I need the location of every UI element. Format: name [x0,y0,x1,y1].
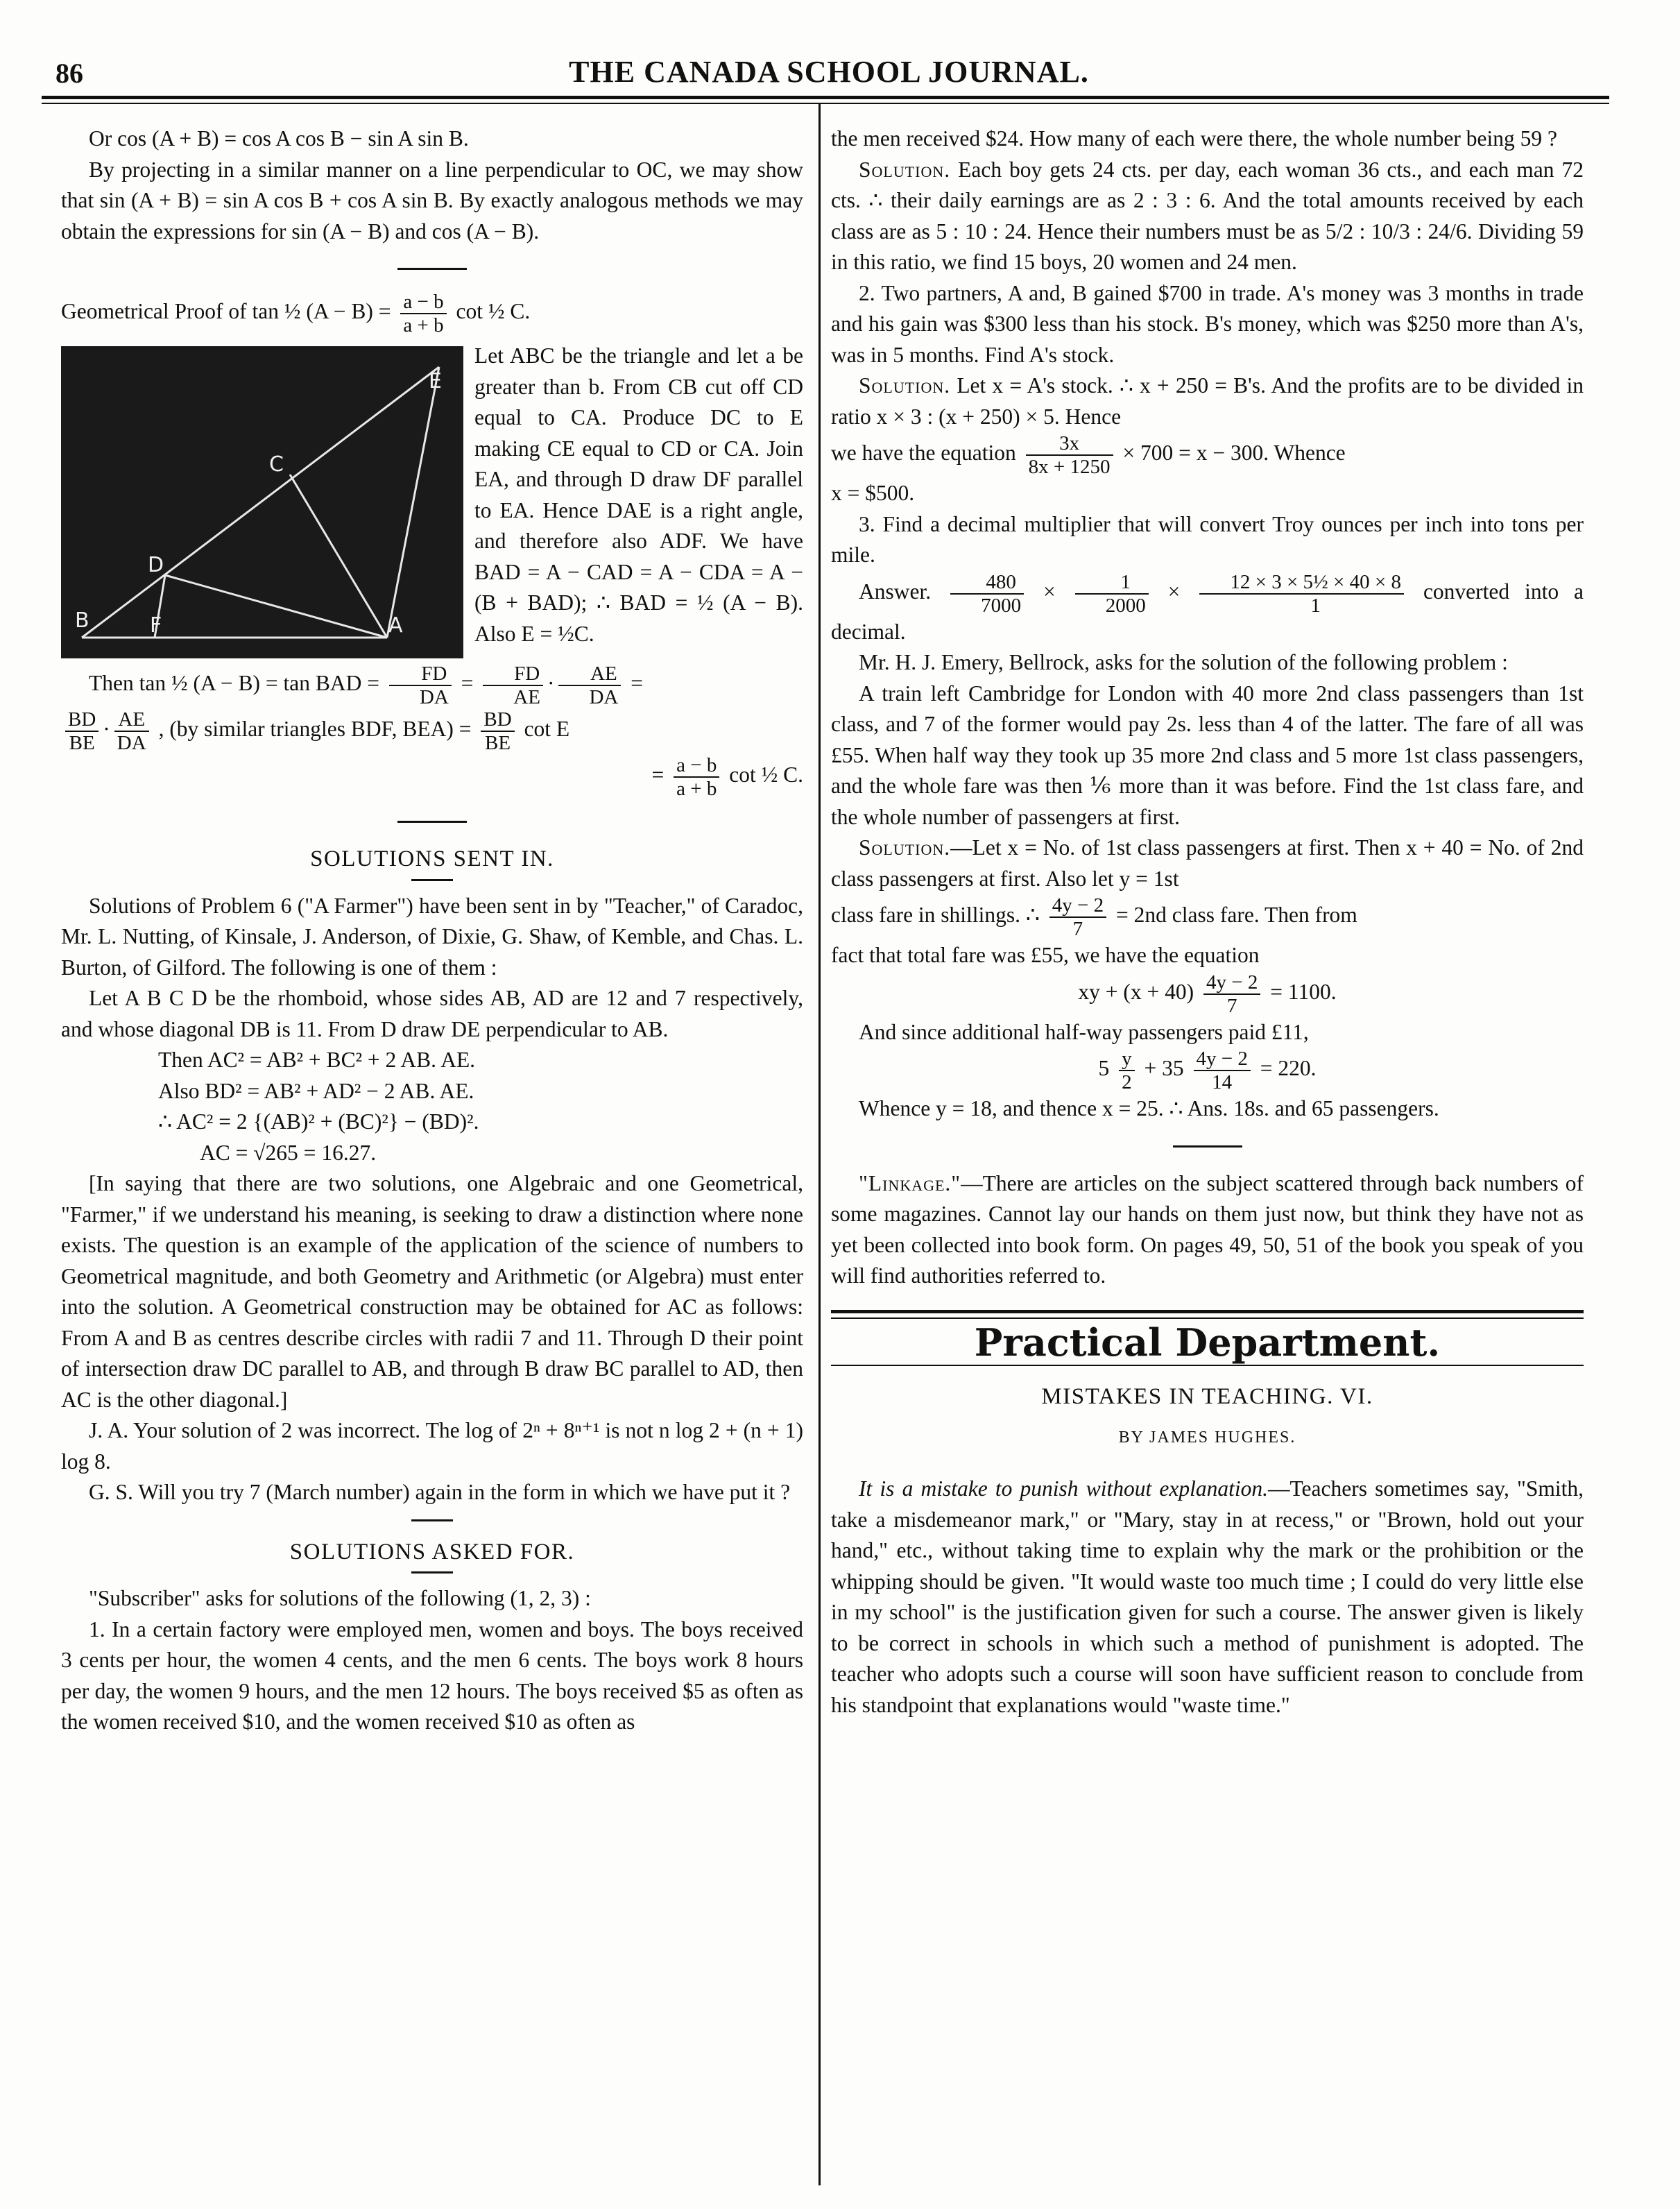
line-ca [290,475,387,638]
fraction [1119,1048,1135,1093]
formula-text: xy + (x + 40) [1078,979,1194,1004]
formula-text: × 700 = x − 300. Whence [1122,441,1346,466]
triangle-figure [61,346,463,658]
numerator: a − b [674,754,719,778]
fraction [674,754,719,800]
fraction [1049,894,1106,940]
paragraph-text: Let x = A's stock. ∴ x + 250 = B's. And the profits are to be divided in ratio x × 3 : (x + 250) × 5. Hence [831,373,1584,429]
paragraph: 3. Find a decimal multiplier that will convert Troy ounces per inch into tons per mile. [831,511,1584,567]
paragraph: fact that total fare was £55, we have the equation [831,943,1260,967]
numerator: 3x [1026,432,1113,456]
byline: BY JAMES HUGHES. [1118,1428,1296,1447]
numerator: BD [65,708,98,732]
heading-rule [411,1519,453,1521]
linkage-label: "Linkage." [859,1170,961,1195]
paragraph [831,1474,1584,1721]
section-rule [397,268,467,270]
numerator: 480 [950,571,1024,595]
paragraph: A train left Cambridge for London with 40 more 2nd class passengers than 1st class, and 7 of the former would pay 2s. less than 4 of the latter. The fare of all was £55. When half way they took up 35 more 2nd class and 5 more 1st class passengers, and the whole fare was then ⅙ more than it was before. Find the 1st class fare, and the whole number of passengers at first. [831,681,1584,829]
paragraph: 1. In a certain factory were employed men, women and boys. The boys received 3 cents per hour, the women 4 cents, and the men 6 cents. The boys work 8 hours per day, the women 9 hours, and the men 12 hours. The boys received $5 as often as the women received $10, and the women received $10 as often as [61,1617,803,1734]
denominator: BE [69,732,95,754]
paragraph: Whence y = 18, and thence x = 25. ∴ Ans. 18s. and 65 passengers. [859,1096,1439,1120]
numerator: a − b [400,291,446,314]
denominator: 7 [1072,918,1083,940]
formula-line: Then tan ½ (A − B) = tan BAD = $\frac{FD}{DA}$ = $\frac{FD}{AE}$ · $\frac{AE}{DA}$ = [89,663,643,708]
formula-text: + 35 [1144,1056,1184,1081]
formula-line [831,1048,1584,1093]
label-e: E [429,369,442,393]
paragraph: Solutions of Problem 6 ("A Farmer") have been sent in by "Teacher," of Caradoc, Mr. L. Nutting, of Kinsale, J. Anderson, of Dixie, G. Shaw, of Kemble, and Chas. L. Burton, of Gilford. The following is one of them : [61,893,803,980]
paragraph-text: —There are articles on the subject scattered through back numbers of some magazines. Cannot lay our hands on them just now, but think they have not as yet been collected into book form. On pages 49, 50, 51 of the book you speak of you will find authorities referred to. [831,1170,1584,1288]
denominator: 7 [1226,994,1237,1017]
denominator: 14 [1212,1071,1233,1093]
formula-line [61,754,803,800]
line-be [82,367,439,638]
formula-text: cot ½ C. [729,762,803,787]
journal-title: THE CANADA SCHOOL JOURNAL. [569,55,1089,89]
formula-text: cot ½ C. [456,299,531,324]
fraction [1203,971,1260,1017]
fraction [400,291,446,336]
department-rule-thin [831,1317,1584,1319]
paragraph: J. A. Your solution of 2 was incorrect. The log of 2ⁿ + 8ⁿ⁺¹ is not n log 2 + (n + 1) log 8. [61,1418,803,1474]
geometric-proof [61,341,803,649]
formula-text: = 1100. [1270,979,1337,1004]
line-ea [387,367,439,638]
formula-text: = [461,671,474,696]
department-heading: Practical Department. [974,1320,1441,1365]
formula-text: = [631,671,643,696]
solution-label: Solution. [859,835,951,860]
fraction [950,571,1024,617]
denominator: 7000 [981,594,1022,617]
right-column [831,123,1584,1721]
fraction [1199,571,1404,617]
paragraph [831,370,1584,432]
fraction [483,663,543,708]
paragraph: 2. Two partners, A and, B gained $700 in trade. A's money was 3 months in trade and his gain was $300 less than his stock. B's money, which was $250 more than A's, was in 5 months. Find A's stock. [831,280,1584,367]
section-rule [397,821,467,823]
paragraph: G. S. Will you try 7 (March number) again in the form in which we have put it ? [89,1480,791,1504]
numerator: 1 [1075,571,1149,595]
label-c: C [269,452,284,477]
equation: Then AC² = AB² + BC² + 2 AB. AE. [158,1048,476,1072]
solution-label: Solution. [859,373,951,398]
paragraph [831,155,1584,278]
heading-rule [411,879,453,881]
denominator: a + b [676,778,717,800]
department-rule-bottom [831,1365,1584,1366]
header-rule-thin [42,103,1609,104]
formula-line [831,971,1584,1017]
formula-text: we have the equation [831,441,1016,466]
formula-text: × [1043,579,1056,604]
formula-text: Geometrical Proof of tan ½ (A − B) = [61,299,391,324]
numerator: 4y − 2 [1194,1048,1251,1071]
paragraph: Mr. H. J. Emery, Bellrock, asks for the solution of the following problem : [859,650,1508,674]
formula-text: Answer. [859,579,932,604]
heading-rule [411,1571,453,1573]
paragraph: And since additional half-way passengers paid £11, [859,1019,1309,1044]
denominator: DA [419,686,449,708]
label-a: A [388,613,403,638]
formula-text: 5 [1098,1056,1110,1081]
formula-text: = 2nd class fare. Then from [1115,903,1357,928]
paragraph-text: Each boy gets 24 cts. per day, each woman 36 cts., and each man 72 cts. ∴ their daily earnings are as 2 : 3 : 6. And the total amounts received by each class are as 5 : 10 : 24. Hence their numbers must be as 5/2 : 10/3 : 24/6. Dividing 59 in this ratio, we find 15 boys, 20 women and 24 men. [831,157,1584,274]
paragraph: "Subscriber" asks for solutions of the following (1, 2, 3) : [89,1586,591,1610]
denominator: 8x + 1250 [1028,456,1111,478]
formula-text: , (by similar triangles BDF, BEA) = [158,717,472,742]
formula-text: class fare in shillings. ∴ [831,903,1040,928]
formula-text: = [651,762,665,787]
numerator: y [1119,1048,1135,1071]
left-column [61,123,803,1738]
numerator: FD [389,663,452,686]
paragraph [831,833,1584,894]
formula-line [831,432,1584,478]
numerator: 4y − 2 [1049,894,1106,918]
formula-text: × [1167,579,1181,604]
fraction [481,708,514,754]
fraction [65,708,98,754]
denominator: 1 [1310,594,1321,617]
paragraph: [In saying that there are two solutions, one Algebraic and one Geometrical, "Farmer," if we understand his meaning, is seeking to draw a distinction where none exists. The question is an example of the application of the science of numbers to Geometrical magnitude, and both Geometry and Arithmetic (or Algebra) must enter into the solution. A Geometrical construction may be obtained for AC as follows: From A and B as centres describe circles with radii 7 and 11. Through D their point of intersection draw DC parallel to AB, and through B draw BC parallel to AD, then AC is the other diagonal.] [61,1171,803,1412]
formula-text: cot E [524,717,570,742]
numerator: 12 × 3 × 5½ × 40 × 8 [1199,571,1404,595]
paragraph-text: —Let x = No. of 1st class passengers at first. Then x + 40 = No. of 2nd class passengers at first. Also let y = 1st [831,835,1584,891]
formula-line: $\frac{BD}{BE}$ · $\frac{AE}{DA}$ , (by similar triangles BDF, BEA) = $\frac{BD}{BE}$ cot E [61,708,803,754]
fraction [1026,432,1113,478]
triangle-diagram [61,346,463,658]
paragraph: Let A B C D be the rhomboid, whose sides AB, AD are 12 and 7 respectively, and whose diagonal DB is 11. From D draw DE perpendicular to AB. [61,986,803,1041]
fraction [1194,1048,1251,1093]
fraction [114,708,149,754]
fraction [389,663,452,708]
formula-text: = 220. [1260,1056,1317,1081]
paragraph-text: —Teachers sometimes say, "Smith, take a misdemeanor mark," or "Mary, stay in at recess," or "Brown, hold out your hand," etc., without taking time to explain why the mark or the prohibition or the whipping should be given. "It would waste too much time ; I could do very little else in my school" is the justification given for such a course. The answer given is likely to be correct in schools in which such a method of punishment is adopted. The teacher who adopts such a course will soon have sufficient reason to conclude from his standpoint that explanations would "waste time." [831,1476,1584,1717]
denominator: 2000 [1105,594,1146,617]
numerator: 4y − 2 [1203,971,1260,995]
denominator: BE [485,732,511,754]
page-number: 86 [55,58,83,89]
paragraph [831,1168,1584,1292]
paragraph: the men received $24. How many of each were there, the whole number being 59 ? [831,126,1557,151]
denominator: DA [589,686,619,708]
equation: Also BD² = AB² + AD² − 2 AB. AE. [158,1078,474,1103]
column-divider [818,104,821,2185]
proof-text: Let ABC be the triangle and let a be greater than b. From CB cut off CD equal to CA. Produce DC to E making CE equal to CD or CA. Join EA, and through D draw DF parallel to EA. Hence DAE is a right angle, and therefore also ADF. We have BAD = A − CAD = A − CDA = A − (B + BAD); ∴ BAD = ½ (A − B). Also E = ½C. [474,343,803,646]
geometric-proof-title [61,291,803,336]
lead-phrase: It is a mistake to punish without explanation. [859,1476,1268,1501]
paragraph: By projecting in a similar manner on a line perpendicular to OC, we may show that sin (A + B) = sin A cos B + cos A sin B. By exactly analogous methods we may obtain the expressions for sin (A − B) and cos (A − B). [61,157,803,244]
numerator: AE [558,663,621,686]
denominator: DA [117,732,146,754]
paragraph: Or cos (A + B) = cos A cos B − sin A sin B. [89,126,469,151]
equation: ∴ AC² = 2 {(AB)² + (BC)²} − (BD)². [158,1109,479,1134]
solution-label: Solution. [859,157,951,182]
denominator: a + b [403,314,444,336]
label-f: F [150,613,162,638]
section-rule [1173,1145,1242,1148]
formula-line [831,894,1584,940]
label-b: B [75,608,89,633]
denominator: AE [513,686,540,708]
fraction [558,663,621,708]
numerator: FD [483,663,543,686]
solutions-asked-heading: SOLUTIONS ASKED FOR. [289,1539,575,1564]
label-d: D [148,553,164,577]
fraction [1075,571,1149,617]
denominator: 2 [1122,1071,1132,1093]
solutions-sent-heading: SOLUTIONS SENT IN. [310,846,554,871]
department-rule [831,1310,1584,1313]
formula-text: converted into a decimal. [831,579,1584,644]
header-rule [42,96,1609,99]
numerator: BD [481,708,514,732]
numerator: AE [114,708,149,732]
equation: AC = √265 = 16.27. [200,1140,377,1165]
formula-line [831,571,1584,648]
formula-text: Then tan ½ (A − B) = tan BAD = [89,671,379,696]
paragraph: x = $500. [831,481,915,505]
mistakes-heading: MISTAKES IN TEACHING. VI. [1041,1384,1373,1409]
line-da [165,575,387,638]
